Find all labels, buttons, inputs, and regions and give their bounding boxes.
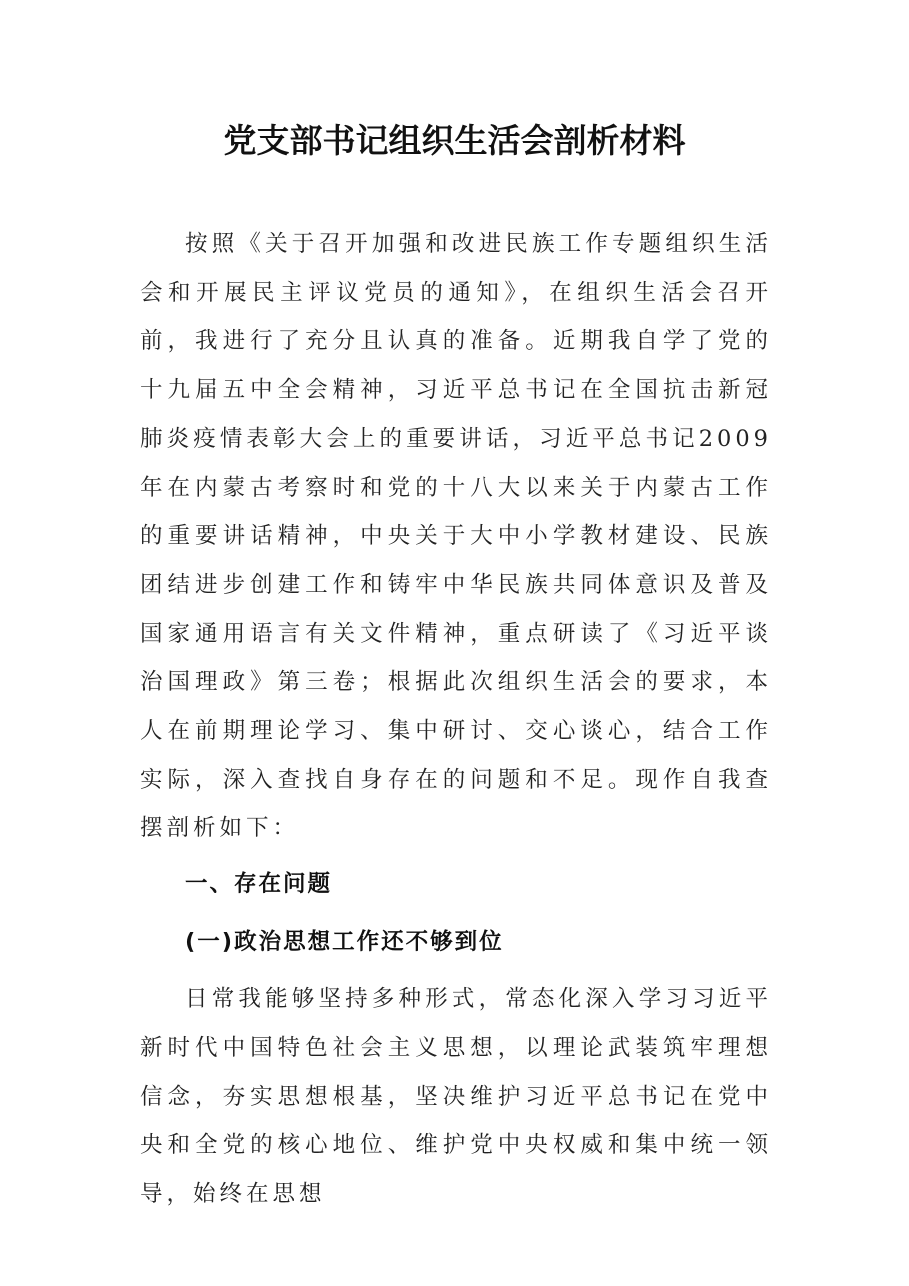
intro-paragraph: 按照《关于召开加强和改进民族工作专题组织生活会和开展民主评议党员的通知》，在组织生活会召开前，我进行了充分且认真的准备。近期我自学了党的十九届五中全会精神，习近平总书记在全国抗击新冠肺炎疫情表彰大会上的重要讲话，习近平总书记2009年在内蒙古考察时和党的十八大以来关于内蒙古工作的重要讲话精神，中央关于大中小学教材建设、民族团结进步创建工作和铸牢中华民族共同体意识及普及国家通用语言有关文件精神，重点研读了《习近平谈治国理政》第三卷；根据此次组织生活会的要求，本人在前期理论学习、集中研讨、交心谈心，结合工作实际，深入查找自身存在的问题和不足。现作自我查摆剖析如下： <box>140 231 772 842</box>
subsection-heading-political: (一)政治思想工作还不够到位 <box>185 929 504 956</box>
body-paragraph: 日常我能够坚持多种形式，常态化深入学习习近平新时代中国特色社会主义思想，以理论武装筑牢理想信念，夯实思想根基，坚决维护习近平总书记在党中央和全党的核心地位、维护党中央权威和集中统一领导，始终在思想 <box>140 986 772 1207</box>
section-heading-problems: 一、存在问题 <box>185 871 333 898</box>
document-body <box>140 220 772 1219</box>
document-title: 党支部书记组织生活会剖析材料 <box>223 121 686 160</box>
